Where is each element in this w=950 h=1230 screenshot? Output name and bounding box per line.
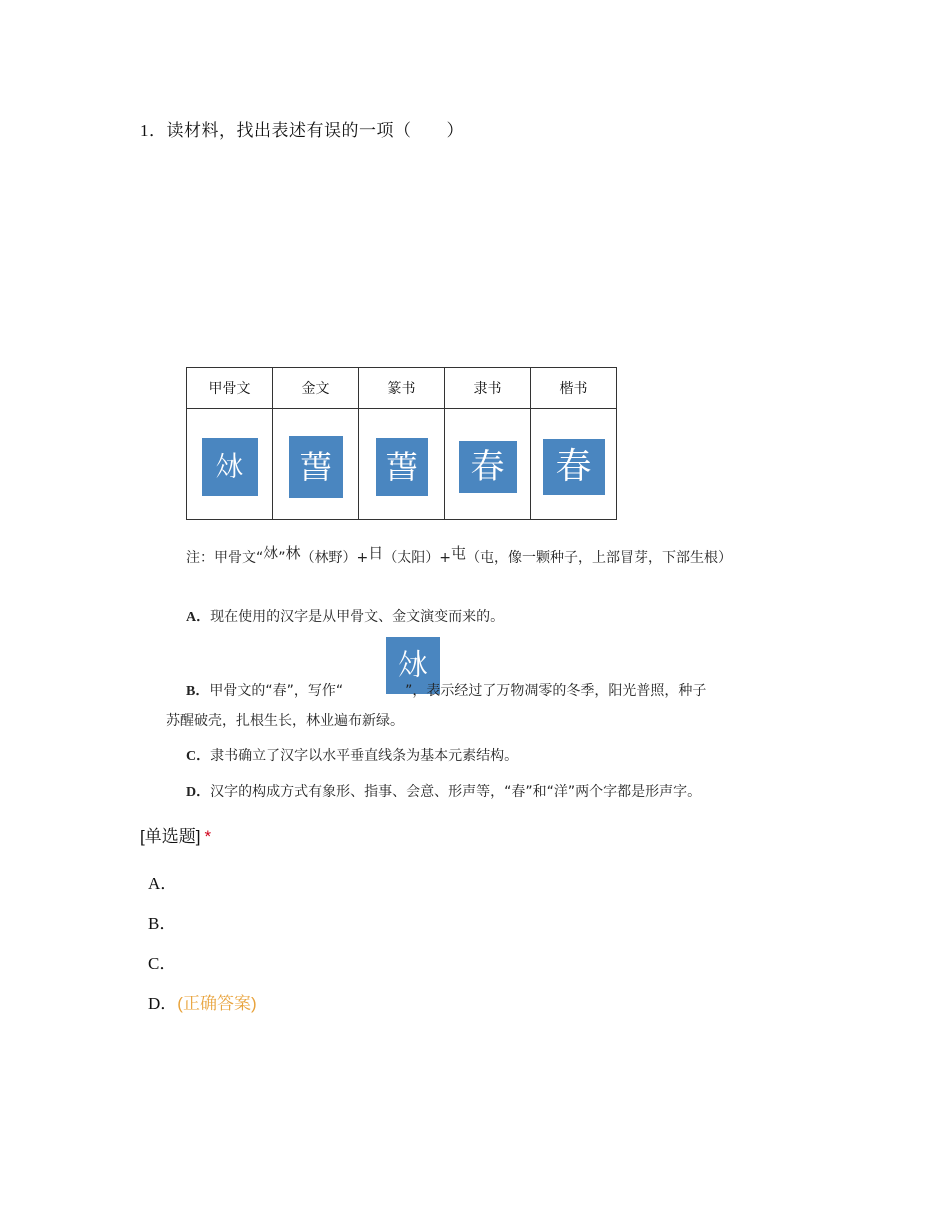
table-header-lishu: 隶书 (445, 368, 531, 409)
note-part-tun: （屯，像一颗种子，上部冒芽，下部生根） (466, 550, 733, 566)
glyph-lishu-image: 春 (459, 441, 517, 493)
table-header-jiaguwen: 甲骨文 (187, 368, 273, 409)
question-text: 读材料，找出表述有误的一项（ ） (166, 121, 464, 141)
note-quote: ” (278, 550, 286, 566)
table-note (186, 540, 791, 571)
question-number: 1． (140, 121, 167, 140)
table-cell (531, 409, 617, 520)
note-glyph-jiaguwen: 𣲝 (263, 544, 279, 562)
choice-d[interactable] (148, 989, 257, 1014)
question-title (140, 116, 464, 141)
statement-a (186, 606, 504, 626)
table-header-jinwen: 金文 (273, 368, 359, 409)
glyph-zhuanshu-image: 萅 (376, 438, 428, 496)
statement-b-label: B． (186, 684, 210, 699)
statement-c-label: C． (186, 749, 211, 764)
note-part-ri: （太阳）+ (383, 550, 452, 566)
statement-d (186, 781, 701, 801)
glyph-jinwen-image: 萅 (289, 436, 343, 498)
table-cell (359, 409, 445, 520)
statement-b-glyph-image: 𣲝 (386, 637, 440, 694)
statement-c (186, 745, 518, 765)
question-type-label: [单选题] (140, 827, 201, 846)
statement-b-continued: 苏醒破壳，扎根生长，林业遍布新绿。 (166, 713, 404, 729)
table-cell (187, 409, 273, 520)
table-header-zhuanshu: 篆书 (359, 368, 445, 409)
statement-d-label: D． (186, 785, 211, 800)
required-mark: * (204, 827, 212, 846)
glyph-jiaguwen-image: 𣲝 (202, 438, 258, 496)
table-cell (445, 409, 531, 520)
statement-b (186, 680, 706, 700)
note-glyph-ri: 日 (368, 544, 384, 562)
table-cell (273, 409, 359, 520)
choice-c[interactable]: C． (148, 954, 177, 973)
statement-a-label: A． (186, 610, 211, 625)
statement-b-text-1: 甲骨文的“春”，写作“ (209, 683, 344, 699)
statement-a-text: 现在使用的汉字是从甲骨文、金文演变而来的。 (210, 609, 505, 625)
choice-b[interactable]: B． (148, 914, 177, 933)
choice-d-label: D． (148, 994, 178, 1013)
choice-a[interactable]: A． (148, 874, 178, 893)
glyph-kaishu-image: 春 (543, 439, 605, 495)
correct-answer-marker: (正确答案) (177, 994, 257, 1013)
note-glyph-lin: 林 (285, 544, 301, 562)
note-part-lin: （林野）+ (300, 550, 369, 566)
statement-b-text-2: ”，表示经过了万物凋零的冬季，阳光普照，种子 (405, 683, 707, 699)
script-evolution-table (186, 367, 617, 520)
statement-d-text: 汉字的构成方式有象形、指事、会意、形声等，“春”和“洋”两个字都是形声字。 (210, 784, 702, 800)
note-prefix: 注：甲骨文“ (186, 550, 264, 566)
question-type (140, 822, 211, 847)
statement-c-text: 隶书确立了汉字以水平垂直线条为基本元素结构。 (210, 748, 519, 764)
table-header-kaishu: 楷书 (531, 368, 617, 409)
note-glyph-tun: 屯 (451, 544, 467, 562)
